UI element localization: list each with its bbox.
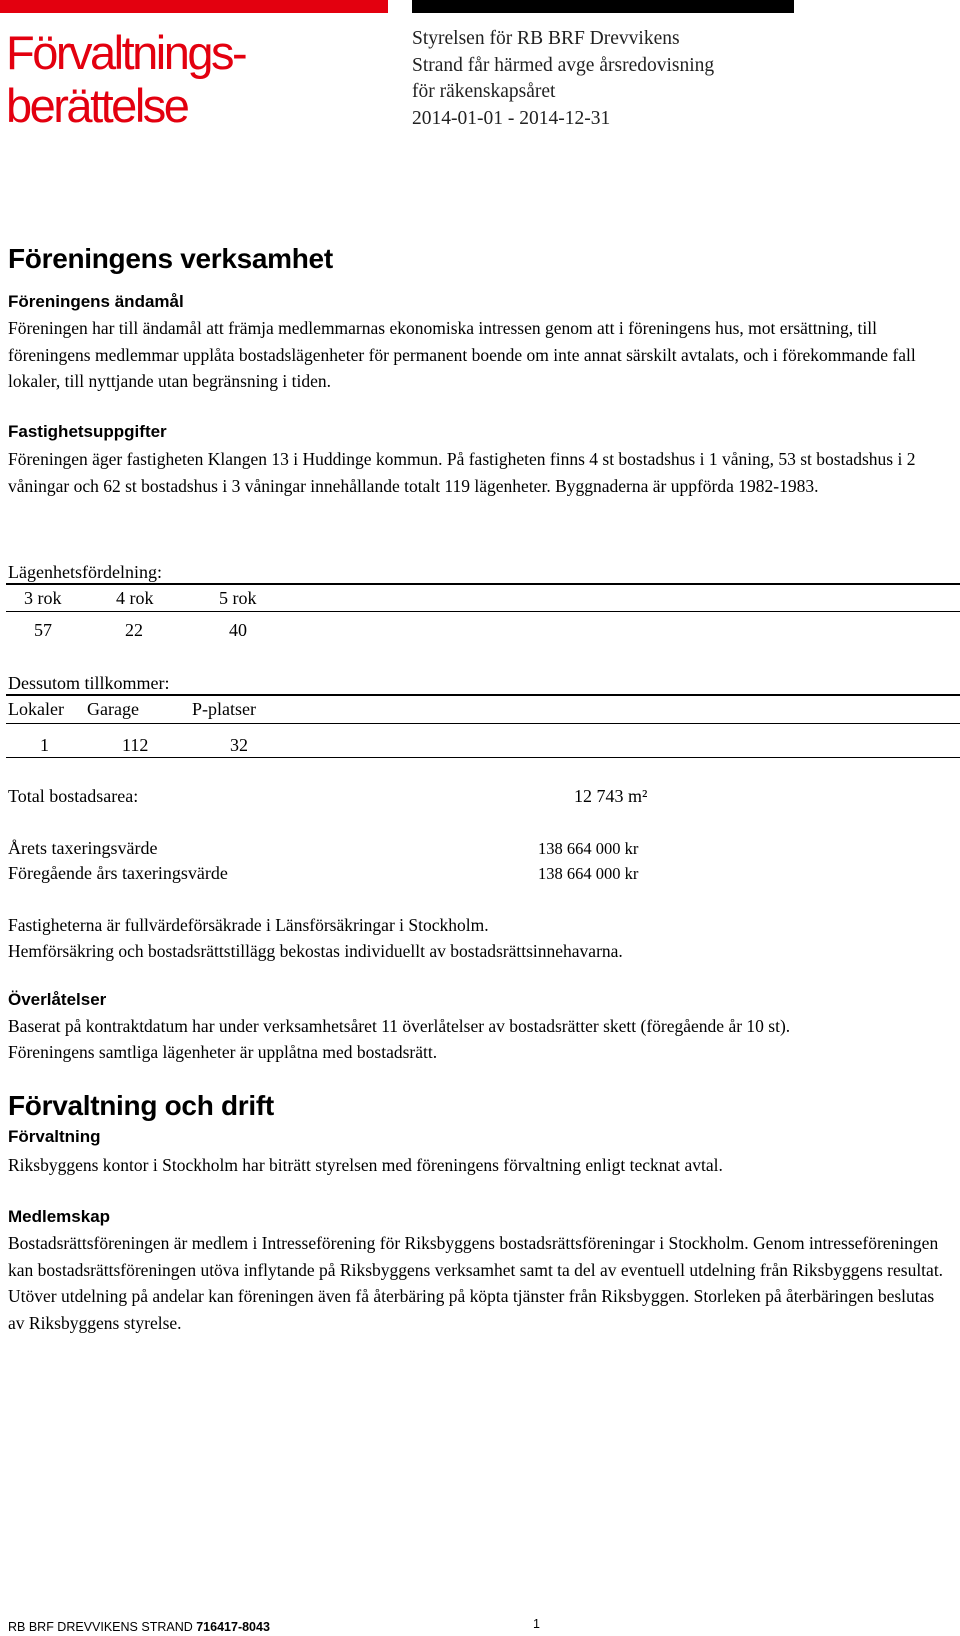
tillkommer-col-pplatser: P-platser [192,699,256,719]
page-title [6,26,386,132]
subheading-forvaltning: Förvaltning [8,1127,101,1146]
tillkommer-col-lokaler: Lokaler [8,699,64,719]
tillkommer-value-pplatser: 32 [230,735,248,755]
footer-association-id [8,1620,270,1634]
tillkommer-col-garage: Garage [87,699,139,719]
section-heading-verksamhet: Föreningens verksamhet [8,243,333,274]
intro-text [412,26,832,132]
footer-org-number: 716417-8043 [196,1620,270,1634]
overlatelser-line-1: Baserat på kontraktdatum har under verksamhetsåret 11 överlåtelser av bostadsrätter skett (föregående år 10 st). [8,1016,791,1036]
lagenhet-col-4rok: 4 rok [116,588,154,608]
lagenhet-col-3rok: 3 rok [24,588,62,608]
lagenhet-value-5rok: 40 [229,620,247,640]
subheading-overlatelser: Överlåtelser [8,990,107,1009]
lagenhet-value-4rok: 22 [125,620,143,640]
lagenhet-value-3rok: 57 [34,620,52,640]
medlemskap-paragraph: Bostadsrättsföreningen är medlem i Intresseförening för Riksbyggens bostadsrättsföreningar i Stockholm. Genom intresseföreningen kan bostadsrättsföreningen utöva inflytande på Riksbyggens verksamhet samt ta del av eventuell utdelning från Riksbyggens resultat. Utöver utdelning på andelar kan föreningen även få återbäring på köpta tjänster från Riksbyggen. Storleken på återbäringen beslutas av Riksbyggens styrelse. [8,1233,944,1333]
section-heading-forvaltning-drift: Förvaltning och drift [8,1090,274,1121]
lagenhet-columns-rule [6,611,960,612]
lagenhetsfordelning-heading: Lägenhetsfördelning: [8,562,162,582]
tillkommer-columns-rule [6,723,960,724]
subheading-andamal: Föreningens ändamål [8,292,184,311]
total-bostadsarea-value: 12 743 m² [574,786,648,806]
taxeringsvarde-previous-value: 138 664 000 kr [538,864,639,883]
subheading-fastighetsuppgifter: Fastighetsuppgifter [8,422,167,441]
fastighet-paragraph: Föreningen äger fastigheten Klangen 13 i Huddinge kommun. På fastigheten finns 4 st bostadshus i 1 våning, 53 st bostadshus i 2 våningar och 62 st bostadshus i 3 våningar innehållande totalt 119 lägenheter. Byggnaderna är uppförda 1982-1983. [8,449,916,496]
subheading-medlemskap: Medlemskap [8,1207,111,1226]
intro-line-3: för räkenskapsåret [412,81,556,102]
footer-association-name: RB BRF DREVVIKENS STRAND [8,1620,197,1634]
tillkommer-value-garage: 112 [122,735,149,755]
overlatelser-line-2: Föreningens samtliga lägenheter är upplåtna med bostadsrätt. [8,1042,438,1062]
tillkommer-heading: Dessutom tillkommer: [8,673,170,693]
taxeringsvarde-current-label: Årets taxeringsvärde [8,838,158,858]
taxeringsvarde-previous-label: Föregående års taxeringsvärde [8,863,228,883]
tillkommer-header-rule [6,694,960,696]
andamal-paragraph: Föreningen har till ändamål att främja medlemmarnas ekonomiska intressen genom att i föreningens hus, mot ersättning, till föreningens medlemmar upplåta bostadslägenheter för permanent boende om inte annat särskilt avtalats, och i förekommande fall lokaler, till nyttjande utan begränsning i tiden. [8,318,916,391]
total-bostadsarea-label: Total bostadsarea: [8,786,139,806]
page-title-line-1: Förvaltnings- [6,26,246,79]
footer-page-number: 1 [533,1617,540,1631]
intro-line-2: Strand får härmed avge årsredovisning [412,54,715,76]
lagenhet-col-5rok: 5 rok [219,588,257,608]
lagenhet-header-rule [6,583,960,585]
intro-line-4: 2014-01-01 - 2014-12-31 [412,107,611,129]
page-title-line-2: berättelse [6,79,188,132]
tillkommer-value-lokaler: 1 [40,735,49,755]
taxeringsvarde-current-value: 138 664 000 kr [538,839,639,858]
forvaltning-paragraph: Riksbyggens kontor i Stockholm har biträtt styrelsen med föreningens förvaltning enligt tecknat avtal. [8,1155,723,1175]
header-red-bar [0,0,388,13]
tillkommer-bottom-rule [6,757,960,758]
intro-line-1: Styrelsen för RB BRF Drevvikens [412,28,680,49]
insurance-line-2: Hemförsäkring och bostadsrättstillägg bekostas individuellt av bostadsrättsinnehavarna. [8,941,623,961]
insurance-line-1: Fastigheterna är fullvärdeförsäkrade i Länsförsäkringar i Stockholm. [8,915,489,935]
header-black-bar [412,0,794,13]
